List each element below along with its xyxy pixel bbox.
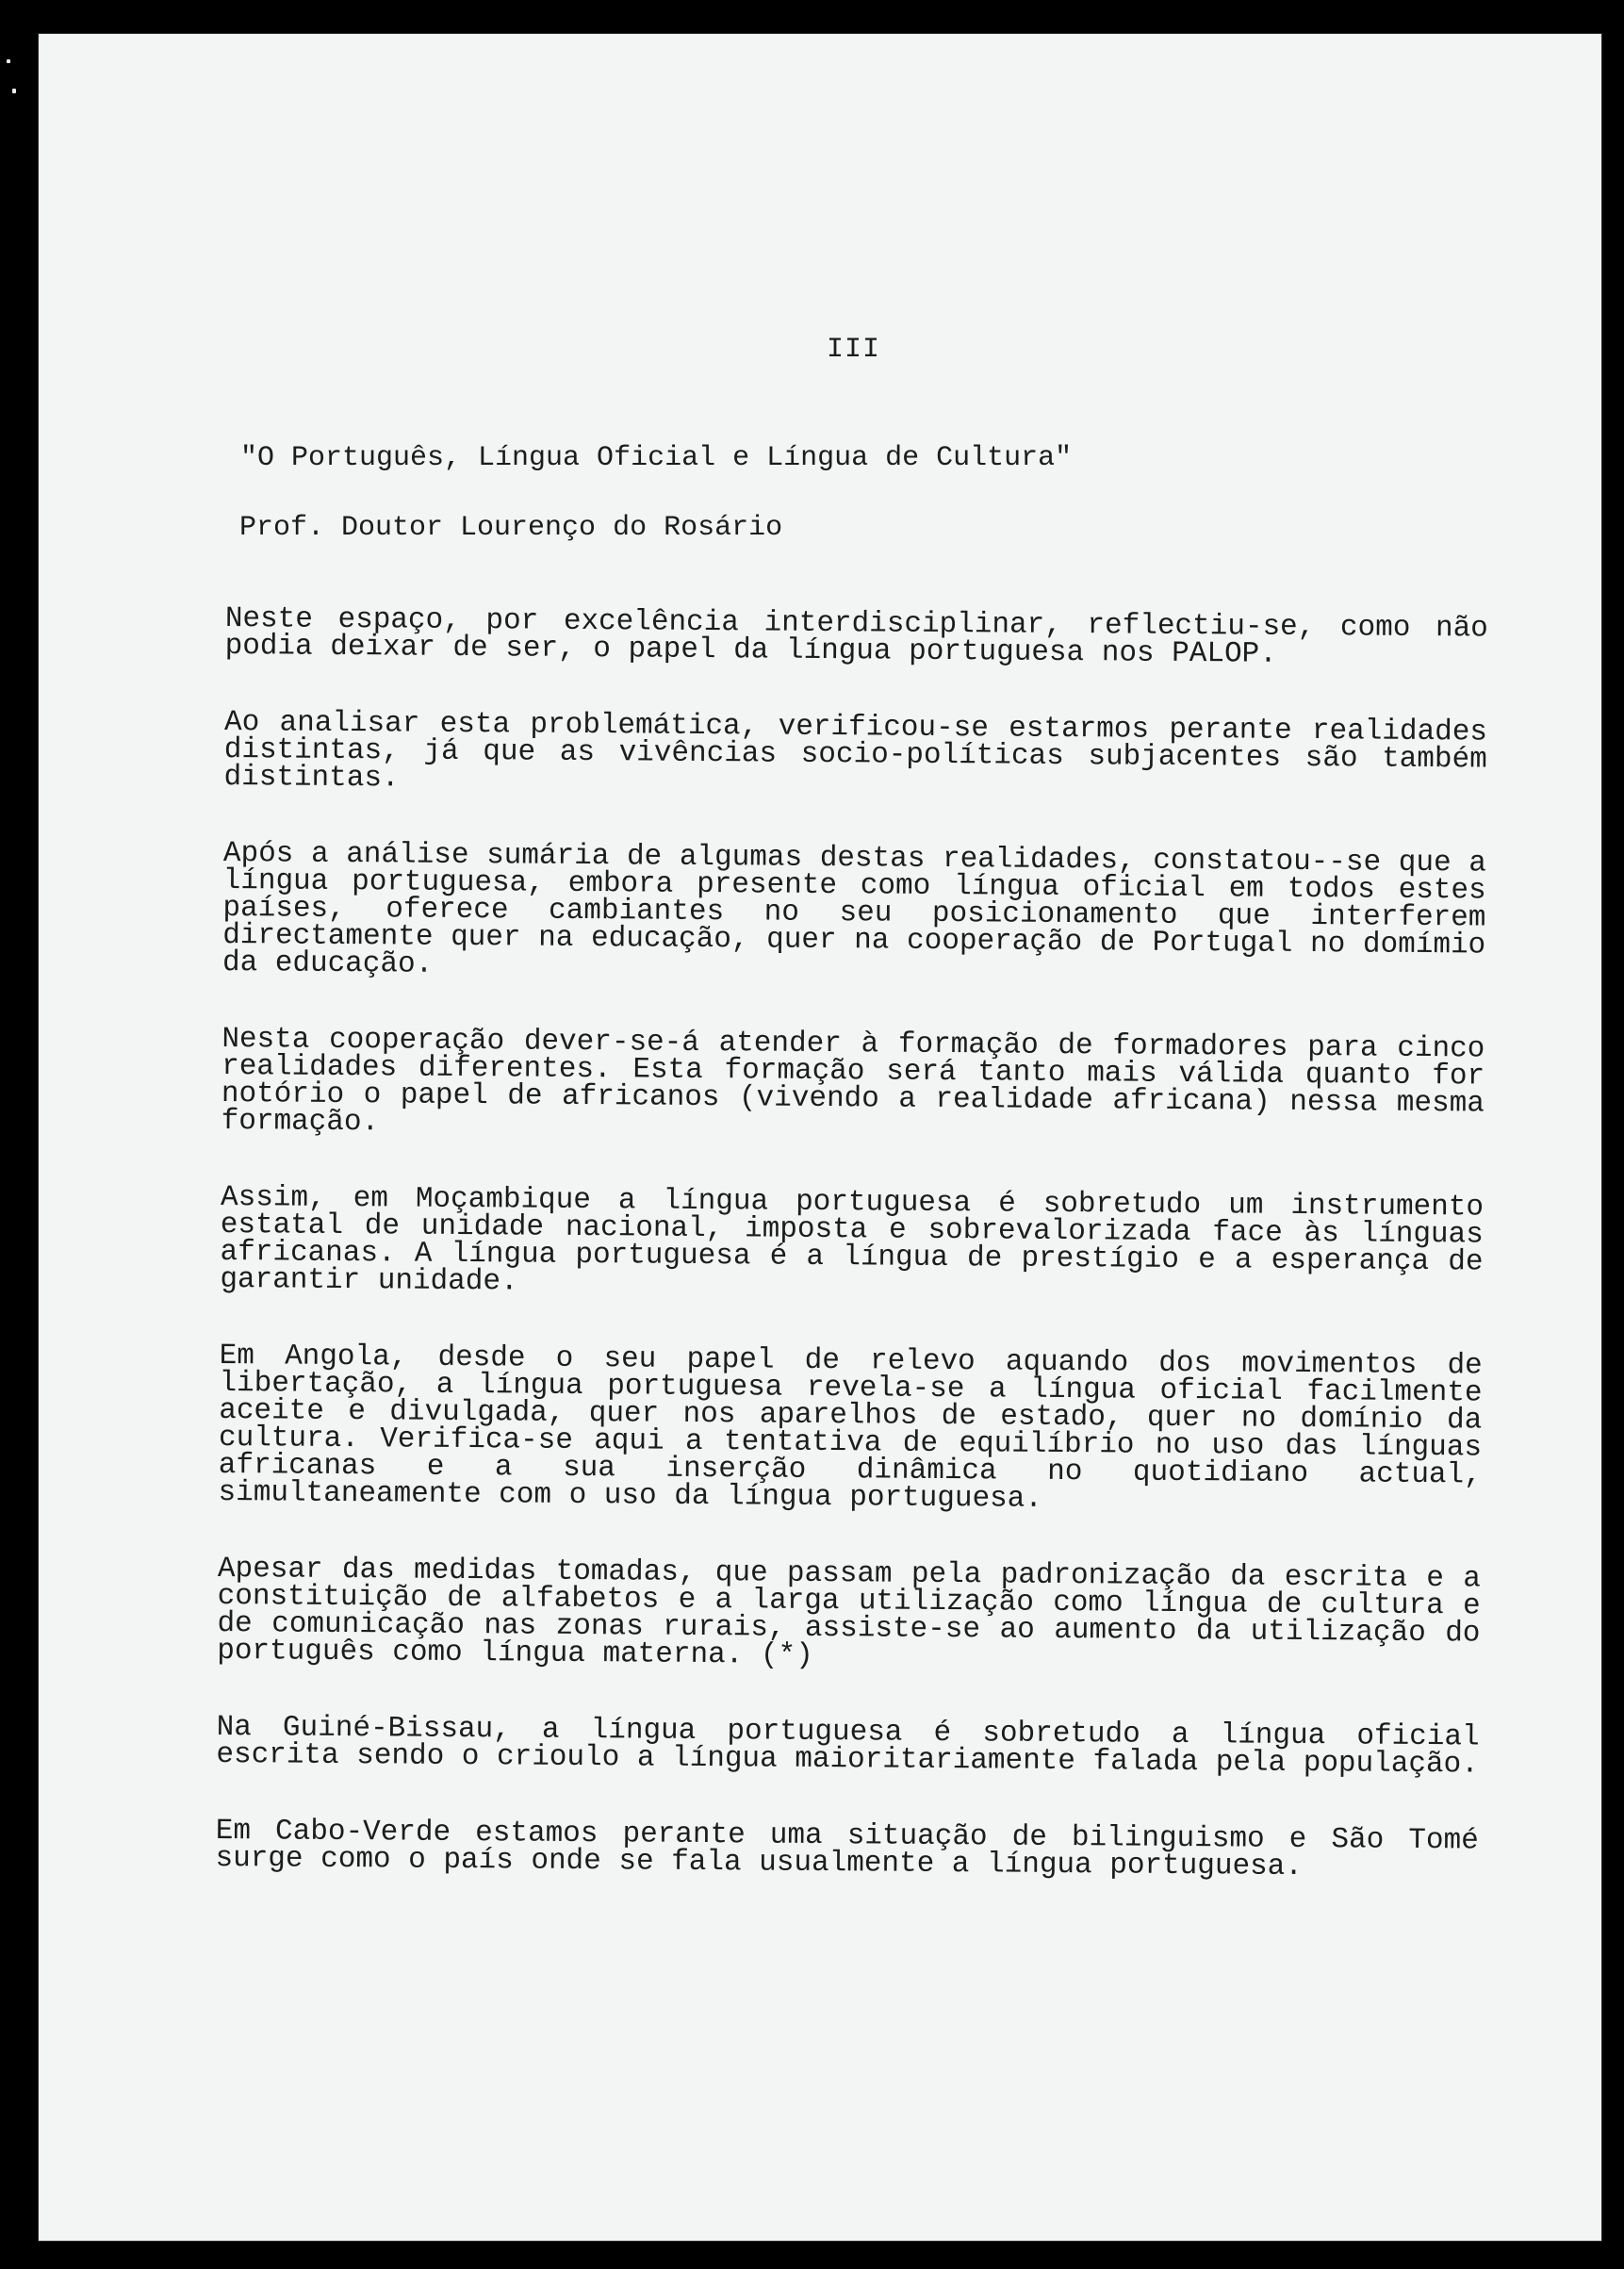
page-number: III xyxy=(827,334,881,366)
paragraph: Ao analisar esta problemática, verificou-se estarmos perante realidades distintas, já que as vivências socio-políticas subjacentes são também distintas. xyxy=(223,705,1488,796)
body-text xyxy=(215,602,1488,1884)
document-title: "O Português, Língua Oficial e Língua de Cultura" xyxy=(240,442,1073,474)
document-page xyxy=(39,34,1601,2241)
paragraph: Neste espaço, por excelência interdisciplinar, reflectiu-se, como não podia deixar de ser, o papel da língua portuguesa nos PALOP. xyxy=(224,602,1488,671)
paragraph: Após a análise sumária de algumas destas realidades, constatou--se que a língua portuguesa, embora presente como língua oficial em todos estes países, oferece cambiantes no seu posicionamento que interferem directamente quer na educação, quer na cooperação de Portugal no domímio da educação. xyxy=(221,836,1487,981)
margin-speck xyxy=(7,59,10,63)
author-line: Prof. Doutor Lourenço do Rosário xyxy=(239,512,783,544)
paragraph: Nesta cooperação dever-se-á atender à formação de formadores para cinco realidades diferentes. Esta formação será tanto mais válida quanto for notório o papel de africanos (vivendo a realidade africana) nessa mesma formação. xyxy=(221,1022,1485,1140)
paragraph: Em Angola, desde o seu papel de relevo aquando dos movimentos de libertação, a língua portuguesa revela-se a língua oficial facilmente aceite e divulgada, quer nos aparelhos de estado, quer no domínio da cultura. Verifica-se aqui a tentativa de equilíbrio no uso das línguas africanas e a sua inserção dinâmica no quotidiano actual, simultaneamente com o uso da língua portuguesa. xyxy=(218,1339,1483,1516)
paragraph: Assim, em Moçambique a língua portuguesa é sobretudo um instrumento estatal de unidade nacional, imposta e sobrevalorizada face às línguas africanas. A língua portuguesa é a língua de prestígio e a esperança de garantir unidade. xyxy=(220,1180,1485,1299)
margin-speck xyxy=(12,89,16,93)
paragraph: Apesar das medidas tomadas, que passam pela padronização da escrita e a constituição de alfabetos e a larga utilização como língua de cultura e de comunicação nas zonas rurais, assiste-se ao aumento da utilização do português como língua materna. (*) xyxy=(217,1552,1482,1672)
paragraph: Em Cabo-Verde estamos perante uma situação de bilinguismo e São Tomé surge como o país onde se fala usualmente a língua portuguesa. xyxy=(215,1814,1479,1884)
paragraph: Na Guiné-Bissau, a língua portuguesa é sobretudo a língua oficial escrita sendo o crioulo a língua maioritariamente falada pela população. xyxy=(216,1710,1480,1782)
